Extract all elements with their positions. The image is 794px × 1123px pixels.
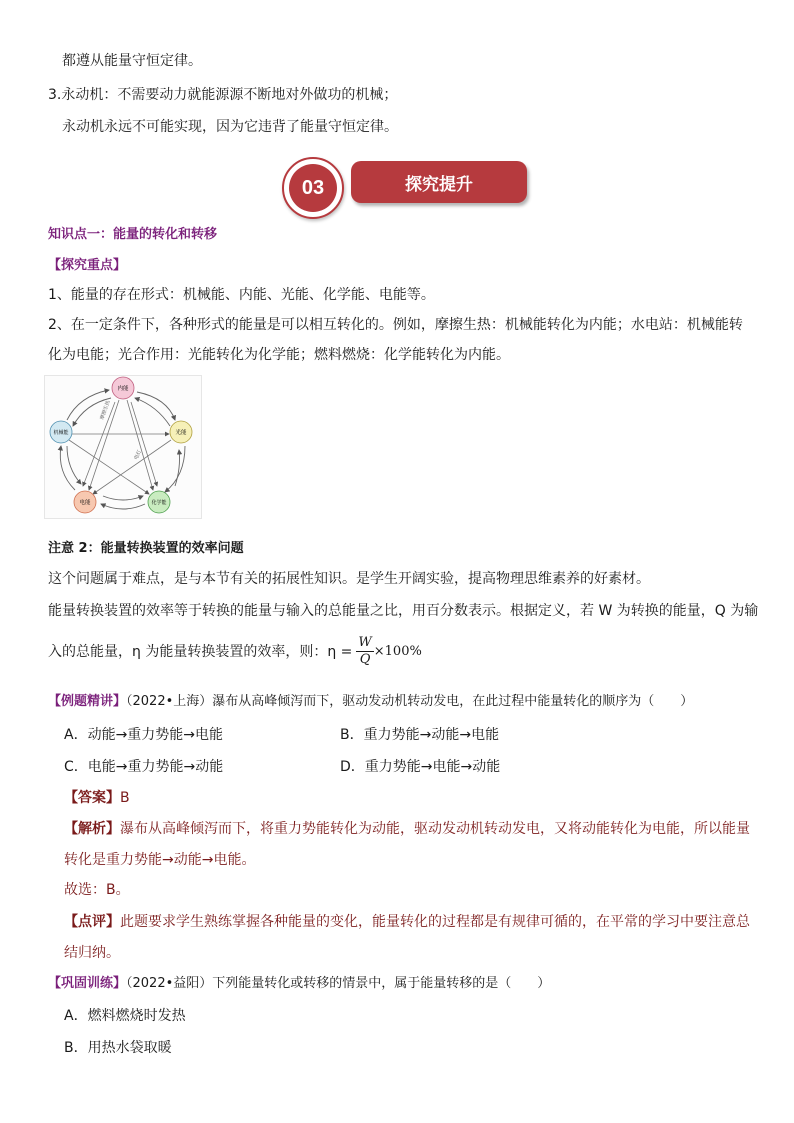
banner-number: 03	[289, 164, 337, 212]
knowledge-point-heading: 知识点一：能量的转化和转移	[48, 227, 218, 242]
example-question	[48, 693, 693, 711]
outer-arrows	[60, 390, 185, 509]
practice-option-a: A．燃料燃烧时发热	[64, 1008, 186, 1024]
text-line: 3.永动机：不需要动力就能源源不断地对外做功的机械；	[48, 87, 398, 103]
text-line: 这个问题属于难点，是与本节有关的拓展性知识。是学生开阔实验，提高物理思维素养的好素材。	[48, 571, 650, 587]
svg-text:内能: 内能	[117, 386, 129, 392]
analysis-line	[64, 819, 750, 839]
energy-diagram-svg	[45, 376, 201, 518]
node-light-energy	[170, 421, 192, 443]
practice-tag: 【巩固训练】	[48, 976, 127, 991]
text-line: 都遵从能量守恒定律。	[62, 53, 202, 69]
comment-line	[64, 912, 750, 932]
note-heading: 注意 2：能量转换装置的效率问题	[48, 541, 244, 556]
efficiency-fraction	[356, 635, 373, 668]
answer-line	[64, 788, 130, 808]
answer-value: B	[120, 790, 130, 806]
svg-text:光能: 光能	[175, 430, 187, 436]
node-chemical-energy	[148, 491, 170, 513]
svg-text:化学能: 化学能	[151, 500, 167, 506]
comment-tag: 【点评】	[64, 914, 120, 930]
analysis-tag: 【解析】	[64, 821, 120, 837]
energy-conversion-diagram	[44, 375, 202, 519]
explore-key-heading: 【探究重点】	[48, 258, 127, 273]
option-b: B．重力势能→动能→电能	[340, 727, 500, 743]
comment-text: 此题要求学生熟练掌握各种能量的变化，能量转化的过程都是有规律可循的，在平常的学习中要注意总	[120, 914, 750, 930]
node-electric-energy	[74, 491, 96, 513]
text-line: 永动机永远不可能实现，因为它违背了能量守恒定律。	[62, 119, 398, 135]
example-stem: （2022•上海）瀑布从高峰倾泻而下，驱动发动机转动发电，在此过程中能量转化的顺序为（ ）	[126, 694, 694, 709]
star-arrows	[69, 400, 171, 494]
example-tag: 【例题精讲】	[48, 694, 127, 709]
svg-text:电能: 电能	[79, 500, 91, 506]
option-c: C．电能→重力势能→动能	[64, 759, 224, 775]
option-d: D．重力势能→电能→动能	[340, 759, 501, 775]
node-internal-energy	[112, 377, 134, 399]
formula-prefix: 入的总能量，η 为能量转换装置的效率，则：η =	[48, 643, 353, 660]
node-mechanical-energy	[50, 421, 72, 443]
inner-label: 电灯	[133, 449, 144, 461]
inner-label: 摩擦生热	[99, 399, 112, 421]
formula-line	[48, 635, 422, 668]
fraction-numerator: W	[358, 635, 372, 650]
option-a: A．动能→重力势能→电能	[64, 727, 224, 743]
analysis-line-2: 转化是重力势能→动能→电能。	[64, 852, 256, 868]
fraction-denominator: Q	[359, 652, 371, 667]
choose-line: 故选：B。	[64, 882, 130, 898]
formula-tail: ×100%	[373, 643, 422, 659]
practice-stem: （2022•益阳）下列能量转化或转移的情景中，属于能量转移的是（ ）	[126, 976, 551, 991]
text-line: 1、能量的存在形式：机械能、内能、光能、化学能、电能等。	[48, 287, 435, 303]
text-line: 2、在一定条件下，各种形式的能量是可以相互转化的。例如，摩擦生热：机械能转化为内能；水电站：机械能转	[48, 317, 743, 333]
banner-number-badge	[282, 157, 344, 219]
text-line: 能量转换装置的效率等于转换的能量与输入的总能量之比，用百分数表示。根据定义，若 W 为转换的能量，Q 为输	[48, 603, 759, 619]
banner-title: 探究提升	[351, 161, 527, 203]
practice-question	[48, 975, 550, 993]
svg-text:机械能: 机械能	[53, 430, 69, 436]
answer-tag: 【答案】	[64, 790, 120, 806]
comment-line-2: 结归纳。	[64, 945, 120, 961]
text-line: 化为电能；光合作用：光能转化为化学能；燃料燃烧：化学能转化为内能。	[48, 347, 510, 363]
practice-option-b: B．用热水袋取暖	[64, 1040, 172, 1056]
analysis-text: 瀑布从高峰倾泻而下，将重力势能转化为动能，驱动发动机转动发电，又将动能转化为电能，所以能量	[120, 821, 750, 837]
